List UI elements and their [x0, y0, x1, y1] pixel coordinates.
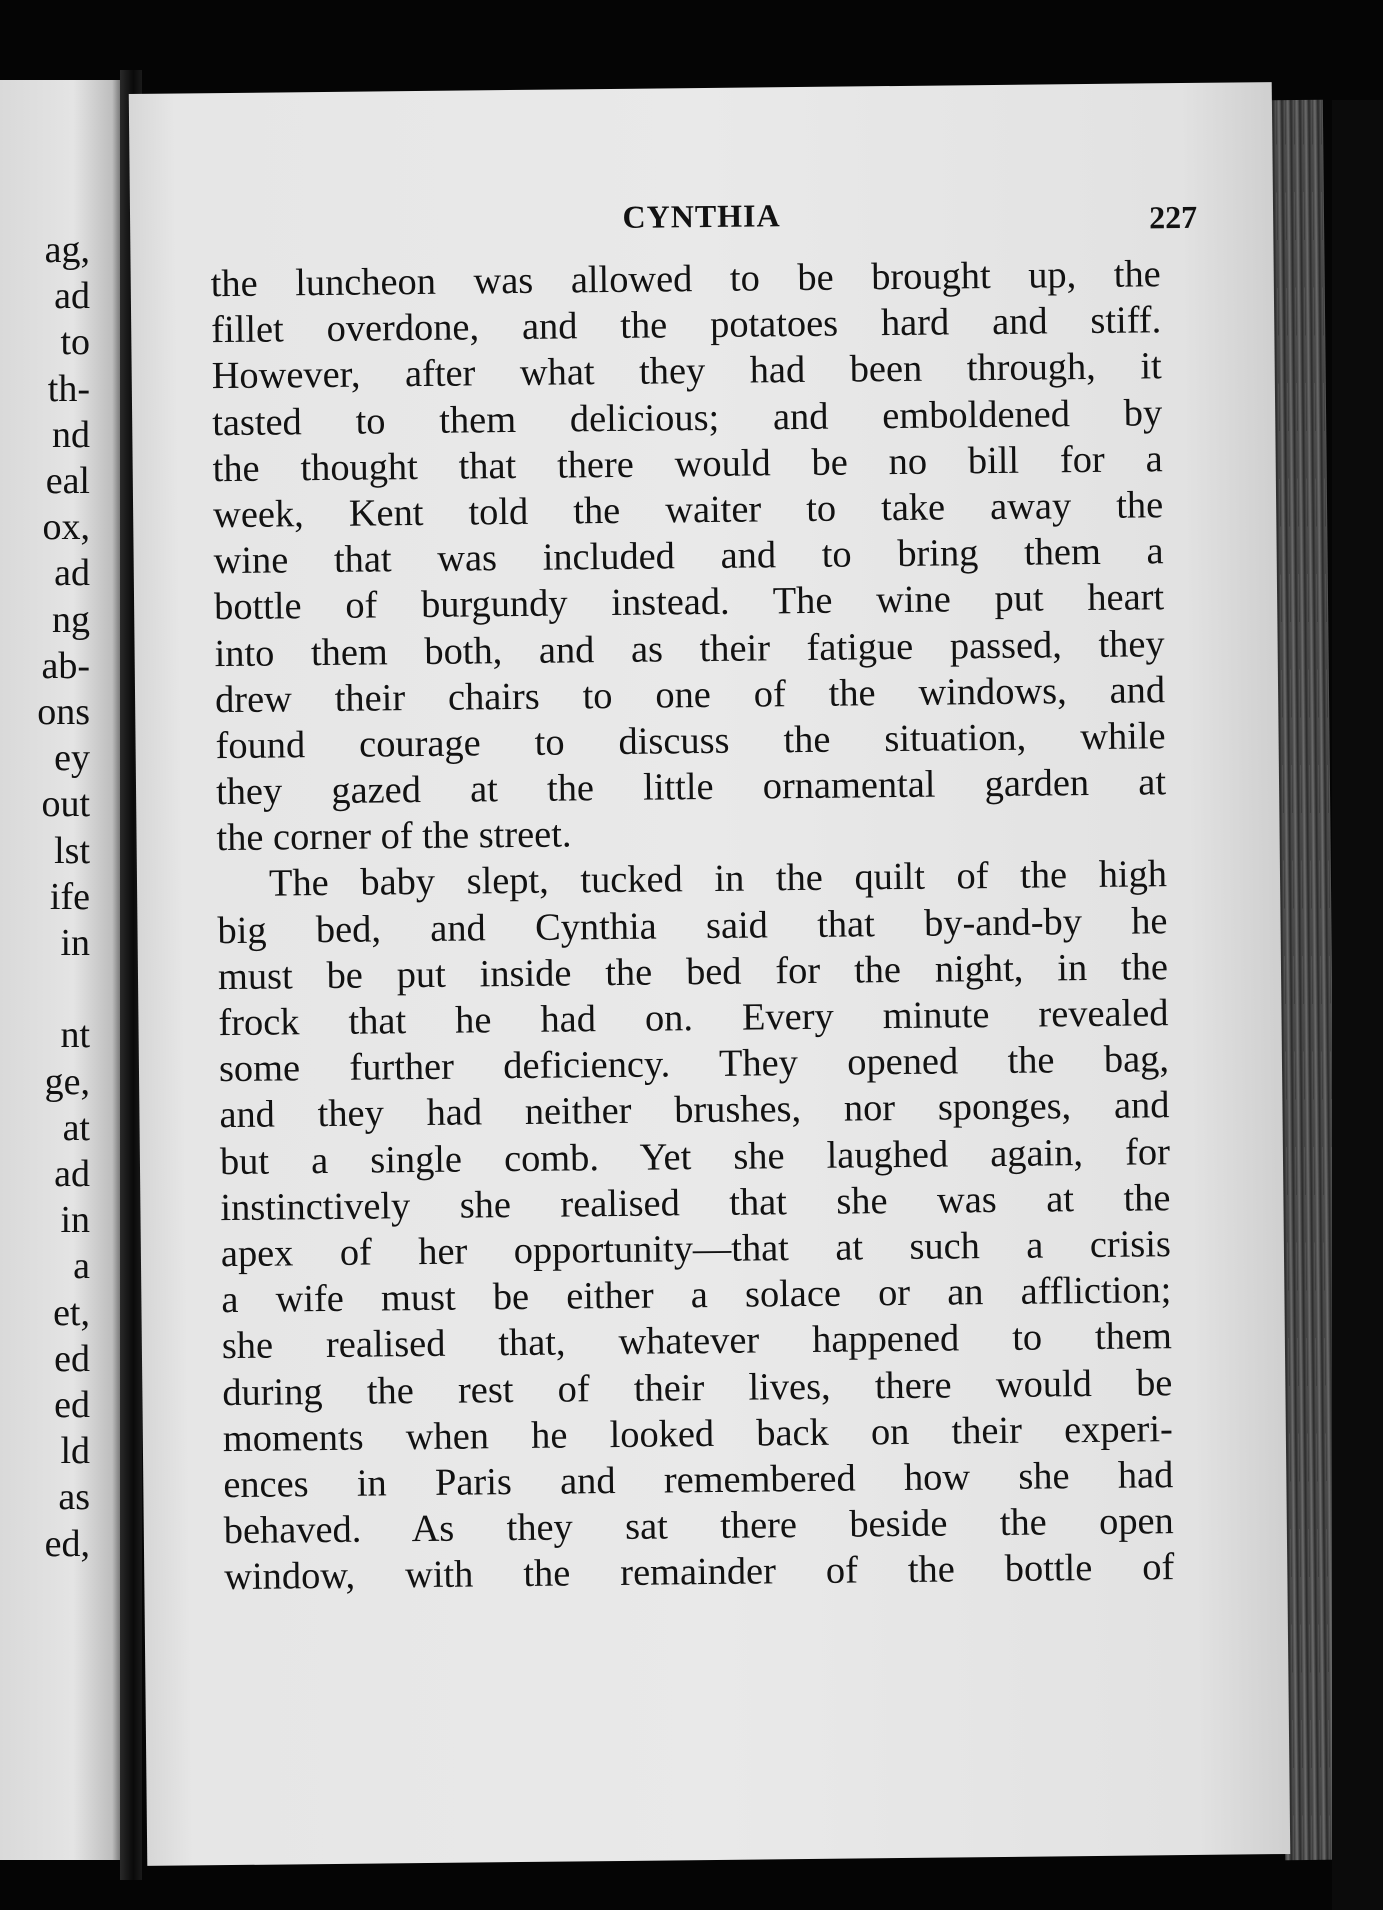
- text-line: window, with the remainder of the bottle of: [224, 1546, 1175, 1599]
- page-header: [130, 192, 1273, 254]
- book-page: [129, 82, 1290, 1866]
- text-line: bottle of burgundy instead. The wine put heart: [213, 576, 1165, 629]
- text-line: drew their chairs to one of the windows, and: [214, 668, 1166, 721]
- text-line: they gazed at the little ornamental garden at: [215, 761, 1167, 814]
- facing-page-fragment: ox,: [42, 506, 90, 549]
- facing-page-fragment: th-: [47, 367, 90, 410]
- text-line: a wife must be either a solace or an affliction;: [221, 1269, 1172, 1322]
- facing-page-fragment: ge,: [44, 1060, 90, 1103]
- facing-page-fragment: in: [60, 1199, 90, 1242]
- facing-page-fragment: a: [73, 1245, 90, 1288]
- facing-page-fragment: nt: [60, 1014, 90, 1057]
- facing-page-fragment: ad: [54, 552, 90, 595]
- text-line: moments when he looked back on their experi-: [222, 1407, 1174, 1460]
- text-line: must be put inside the bed for the night, in the: [217, 946, 1169, 998]
- text-line: during the rest of their lives, there would be: [222, 1361, 1173, 1414]
- facing-page-fragment: in: [60, 922, 90, 964]
- body-text: [211, 251, 1175, 1600]
- facing-page-fragment: ed,: [44, 1522, 90, 1565]
- text-line: ences in Paris and remembered how she had: [223, 1454, 1174, 1506]
- text-line: behaved. As they sat there beside the open: [223, 1500, 1174, 1553]
- text-line: the thought that there would be no bill for a: [212, 437, 1163, 490]
- running-title: CYNTHIA: [622, 197, 781, 235]
- facing-page-fragment: ad: [54, 1153, 90, 1195]
- facing-page-fragment: ons: [37, 691, 90, 733]
- facing-page-fragment: nd: [52, 413, 90, 456]
- facing-page-fragment: ag,: [44, 229, 90, 271]
- facing-page-fragment: eal: [45, 460, 90, 502]
- facing-page-fragment: out: [41, 783, 90, 826]
- text-line: frock that he had on. Every minute revealed: [218, 992, 1169, 1045]
- text-line: tasted to them delicious; and emboldened by: [211, 391, 1163, 444]
- page-number: 227: [1148, 198, 1198, 236]
- text-line: into them both, and as their fatigue passed, they: [214, 622, 1165, 675]
- text-line: instinctively she realised that she was at the: [220, 1176, 1171, 1229]
- facing-page-fragment: at: [62, 1106, 90, 1149]
- facing-page-fragment: ad: [54, 275, 90, 318]
- text-line: However, after what they had been through, it: [211, 345, 1162, 398]
- dark-background: [1332, 100, 1383, 1910]
- text-line: The baby slept, tucked in the quilt of the high: [268, 853, 1168, 906]
- facing-page-fragment: ld: [60, 1430, 90, 1473]
- text-line: fillet overdone, and the potatoes hard and stiff.: [211, 299, 1162, 352]
- text-line: some further deficiency. They opened the bag,: [218, 1038, 1170, 1091]
- text-line: big bed, and Cynthia said that by-and-by he: [217, 899, 1168, 952]
- facing-page-fragment: ab-: [41, 644, 90, 687]
- text-line: and they had neither brushes, nor sponges, and: [219, 1084, 1170, 1137]
- facing-page-fragment: lst: [54, 829, 90, 872]
- facing-page-fragment: as: [58, 1476, 90, 1519]
- facing-page-fragment: ed: [54, 1384, 90, 1426]
- paragraph-1: [211, 251, 1167, 861]
- paragraph-2: [217, 852, 1175, 1601]
- text-line: found courage to discuss the situation, while: [215, 715, 1166, 768]
- facing-page-fragment: et,: [53, 1291, 90, 1334]
- facing-page: [0, 80, 122, 1860]
- facing-page-fragment: to: [60, 321, 90, 364]
- facing-page-fragment: ed: [54, 1337, 90, 1380]
- facing-page-fragment: ng: [52, 598, 90, 641]
- text-line: but a single comb. Yet she laughed again, for: [219, 1130, 1171, 1183]
- text-line: the luncheon was allowed to be brought up, the: [210, 253, 1161, 306]
- text-line: she realised that, whatever happened to them: [221, 1315, 1173, 1368]
- text-line: week, Kent told the waiter to take away the: [212, 484, 1164, 537]
- facing-page-fragment: ife: [49, 875, 90, 918]
- facing-page-fragment: ey: [54, 737, 90, 780]
- text-line: apex of her opportunity—that at such a crisis: [220, 1223, 1172, 1276]
- text-line: wine that was included and to bring them a: [213, 530, 1164, 583]
- text-line: the corner of the street.: [216, 813, 572, 860]
